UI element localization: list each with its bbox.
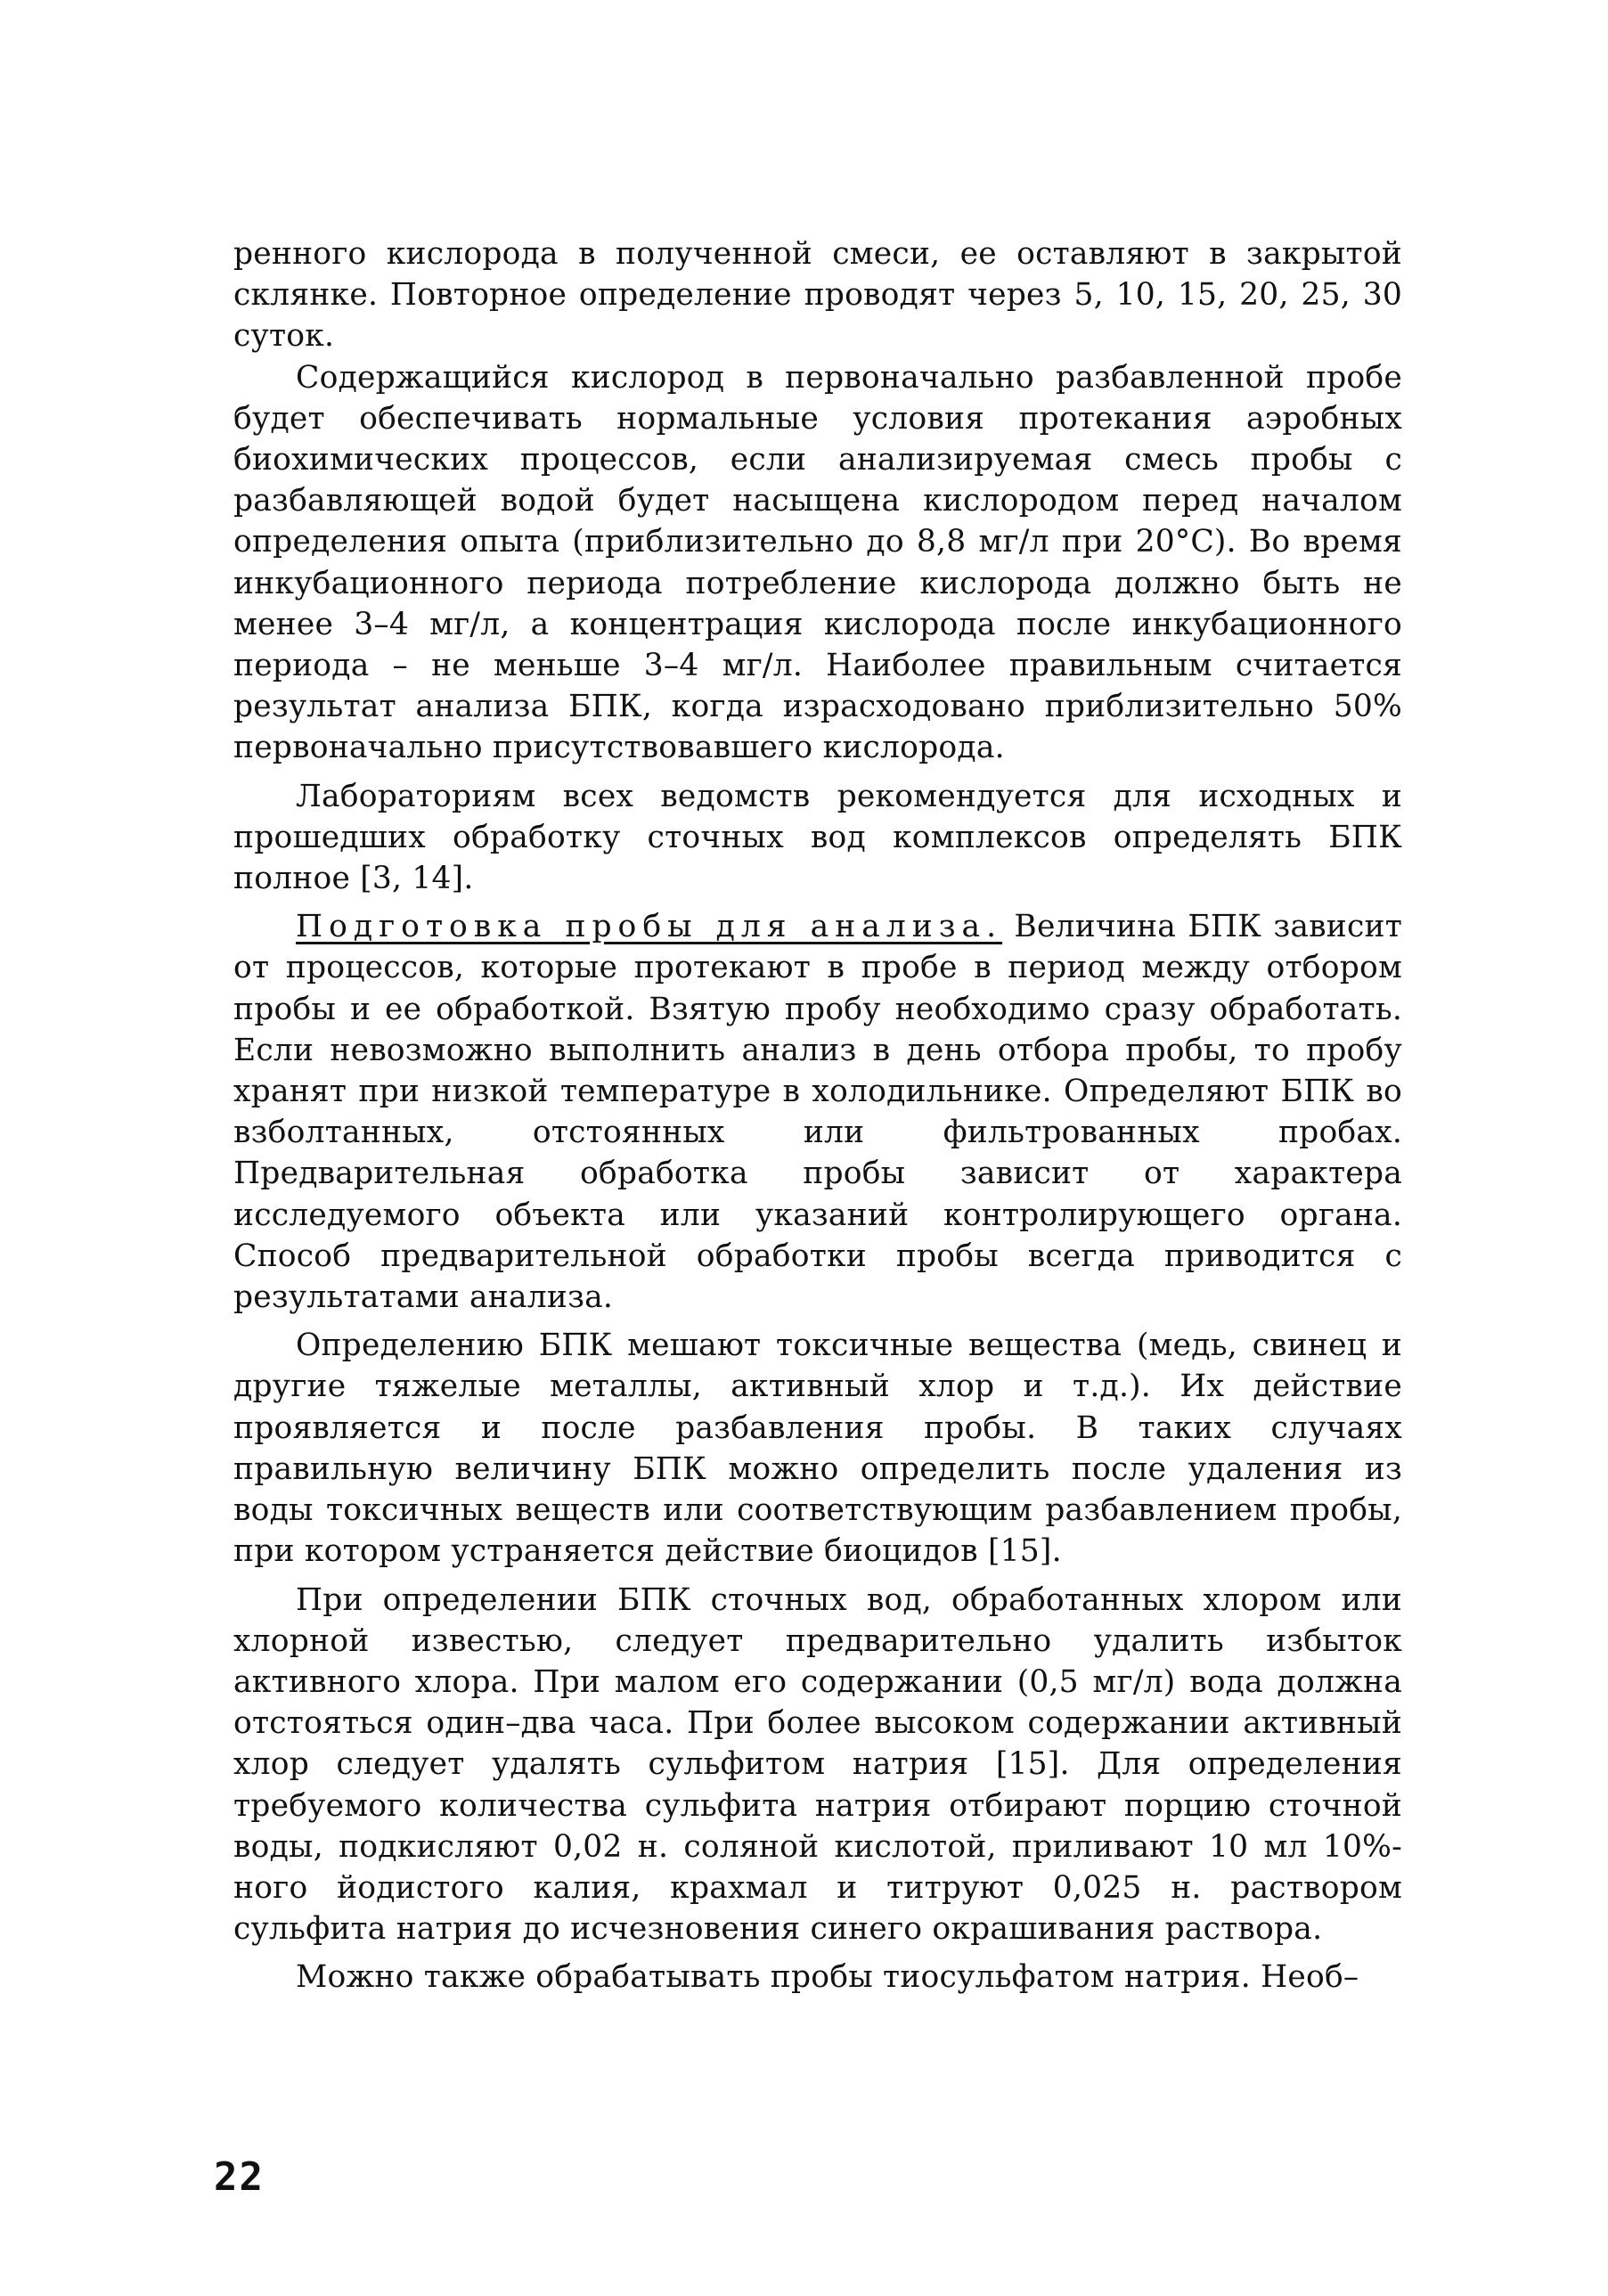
paragraph-laboratories: Лабораториям всех ведомств рекомендуется для исходных и прошедших обработку сточных вод комплексов определять БПК полное [3, 14]. bbox=[233, 778, 1402, 897]
paragraph-dissolved-oxygen: Содержащийся кислород в первоначально разбавленной пробе будет обеспечивать нормальные условия протекания аэробных биохимических процессов, если анализируемая смесь пробы с разбавляющей водой будет насыщена кислородом перед началом определения опыта (приблизительно до 8,8 мг/л при 20°С). Во время инкубационного периода потребление кислорода должно быть не менее 3–4 мг/л, а концентрация кислорода после инкубационного периода – не меньше 3–4 мг/л. Наиболее правильным считается результат анализа БПК, когда израсходовано приблизительно 50% первоначально присутствовавшего кислорода. bbox=[233, 359, 1402, 766]
sample-preparation-text: Величина БПК зависит от процессов, которые протекают в пробе в период между отбором пробы и ее обработкой. Взятую пробу необходимо сразу обработать. Если невозможно выполнить анализ в день отбора пробы, то пробу хранят при низкой температуре в холодильнике. Определяют БПК во взболтанных, отстоянных или фильтрованных пробах. Предварительная обработка пробы зависит от характера исследуемого объекта или указаний контролирующего органа. Способ предварительной обработки пробы всегда приводится с результатами анализа. bbox=[233, 909, 1402, 1316]
page-number: 22 bbox=[214, 2154, 265, 2200]
paragraph-chlorine-removal: При определении БПК сточных вод, обработанных хлором или хлорной известью, следует предварительно удалить избыток активного хлора. При малом его содержании (0,5 мг/л) вода должна отстояться один–два часа. При более высоком содержании активный хлор следует удалять сульфитом натрия [15]. Для определения требуемого количества сульфита натрия отбирают порцию сточной воды, подкисляют 0,02 н. соляной кислотой, приливают 10 мл 10%-ного йодистого калия, крахмал и титруют 0,025 н. раствором сульфита натрия до исчезновения синего окрашивания раствора. bbox=[233, 1581, 1402, 1948]
paragraph-sample-preparation bbox=[233, 906, 1402, 1318]
paragraph-continuation: ренного кислорода в полученной смеси, ее оставляют в закрытой склянке. Повторное определение проводят через 5, 10, 15, 20, 25, 30 суток. bbox=[233, 236, 1402, 355]
section-heading: Подготовка пробы для анализа. bbox=[296, 909, 1003, 945]
paragraph-thiosulfate: Можно также обрабатывать пробы тиосульфатом натрия. Необ– bbox=[296, 1959, 1359, 1996]
body-text bbox=[233, 233, 1402, 1998]
paragraph-toxic-substances: Определению БПК мешают токсичные вещества (медь, свинец и другие тяжелые металлы, активный хлор и т.д.). Их действие проявляется и после разбавления пробы. В таких случаях правильную величину БПК можно определить после удаления из воды токсичных веществ или соответствующим разбавлением пробы, при котором устраняется действие биоцидов [15]. bbox=[233, 1328, 1402, 1570]
